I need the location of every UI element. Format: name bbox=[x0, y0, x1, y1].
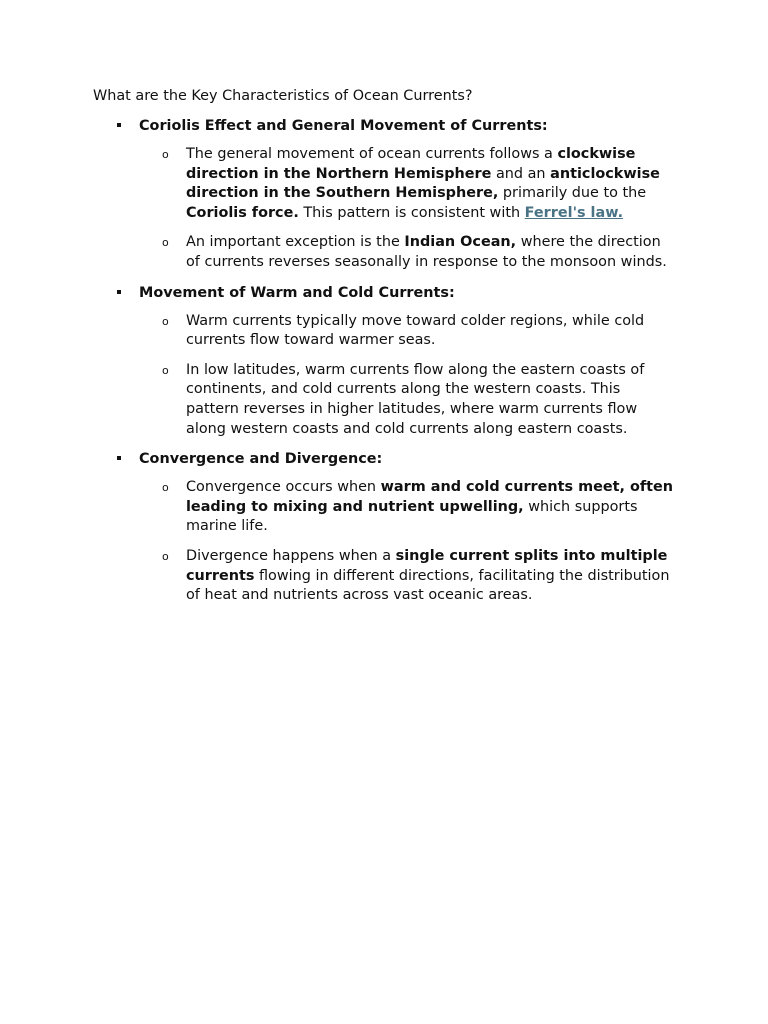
section-heading-text: Coriolis Effect and General Movement of Currents: bbox=[139, 118, 548, 134]
document-title: What are the Key Characteristics of Ocean Currents? bbox=[93, 88, 473, 104]
sub-list bbox=[0, 145, 768, 273]
bold-text-run: anticlockwise direction in the Southern Hemisphere, bbox=[186, 165, 660, 202]
circle-bullet-icon: o bbox=[162, 481, 169, 495]
list-item bbox=[0, 547, 676, 606]
circle-bullet-icon: o bbox=[162, 549, 169, 563]
text-run: Convergence occurs when bbox=[186, 479, 381, 496]
text-run: flowing in different directions, facilitating the distribution of heat and nutrients across vast oceanic areas. bbox=[186, 567, 670, 604]
bold-text-run: clockwise direction in the Northern Hemisphere bbox=[186, 146, 636, 182]
text-run: Warm currents typically move toward colder regions, while cold currents flow toward warmer seas. bbox=[186, 312, 645, 349]
list-item bbox=[0, 478, 676, 537]
bold-text-run: warm and cold currents meet, often leading to mixing and nutrient upwelling, bbox=[186, 479, 674, 515]
circle-bullet-icon: o bbox=[162, 236, 169, 250]
bold-text-run: Indian Ocean, bbox=[404, 234, 517, 251]
text-run: where the direction of currents reverses seasonally in response to the monsoon winds. bbox=[186, 234, 667, 270]
square-bullet-icon bbox=[117, 456, 121, 460]
section-heading-text: Movement of Warm and Cold Currents: bbox=[139, 284, 455, 301]
section-list bbox=[0, 116, 768, 616]
list-item bbox=[0, 233, 676, 272]
section-heading bbox=[0, 116, 768, 136]
section-coriolis bbox=[0, 116, 768, 273]
text-run: and an bbox=[491, 165, 551, 182]
bold-text-run: Coriolis force. bbox=[186, 204, 299, 221]
circle-bullet-icon: o bbox=[162, 314, 169, 328]
circle-bullet-icon: o bbox=[162, 363, 169, 377]
text-run: This pattern is consistent with bbox=[298, 204, 525, 221]
bold-text-run: single current splits into multiple currents bbox=[186, 547, 668, 584]
text-run: Divergence happens when a bbox=[186, 547, 396, 564]
ferrels-law-link[interactable]: Ferrel's law. bbox=[524, 204, 624, 221]
section-heading bbox=[0, 449, 768, 469]
sub-list bbox=[0, 312, 768, 440]
circle-bullet-icon: o bbox=[162, 148, 169, 161]
text-run: An important exception is the bbox=[186, 234, 405, 251]
list-item bbox=[0, 312, 676, 351]
section-convergence-divergence bbox=[0, 449, 768, 606]
square-bullet-icon bbox=[117, 123, 121, 127]
square-bullet-icon bbox=[117, 290, 121, 294]
list-item bbox=[0, 361, 676, 439]
section-heading-text: Convergence and Divergence: bbox=[139, 451, 383, 468]
text-run: primarily due to the bbox=[498, 185, 647, 202]
text-run: In low latitudes, warm currents flow along the eastern coasts of continents, and cold currents along the western coasts. This pattern reverses in higher latitudes, where warm currents flow along western coasts and cold currents along eastern coasts. bbox=[186, 361, 645, 437]
section-warm-cold-currents bbox=[0, 283, 768, 440]
sub-list bbox=[0, 478, 768, 606]
section-heading bbox=[0, 283, 768, 303]
list-item bbox=[0, 145, 676, 223]
text-run: which supports marine life. bbox=[186, 498, 638, 535]
text-run: The general movement of ocean currents follows a bbox=[186, 146, 558, 162]
